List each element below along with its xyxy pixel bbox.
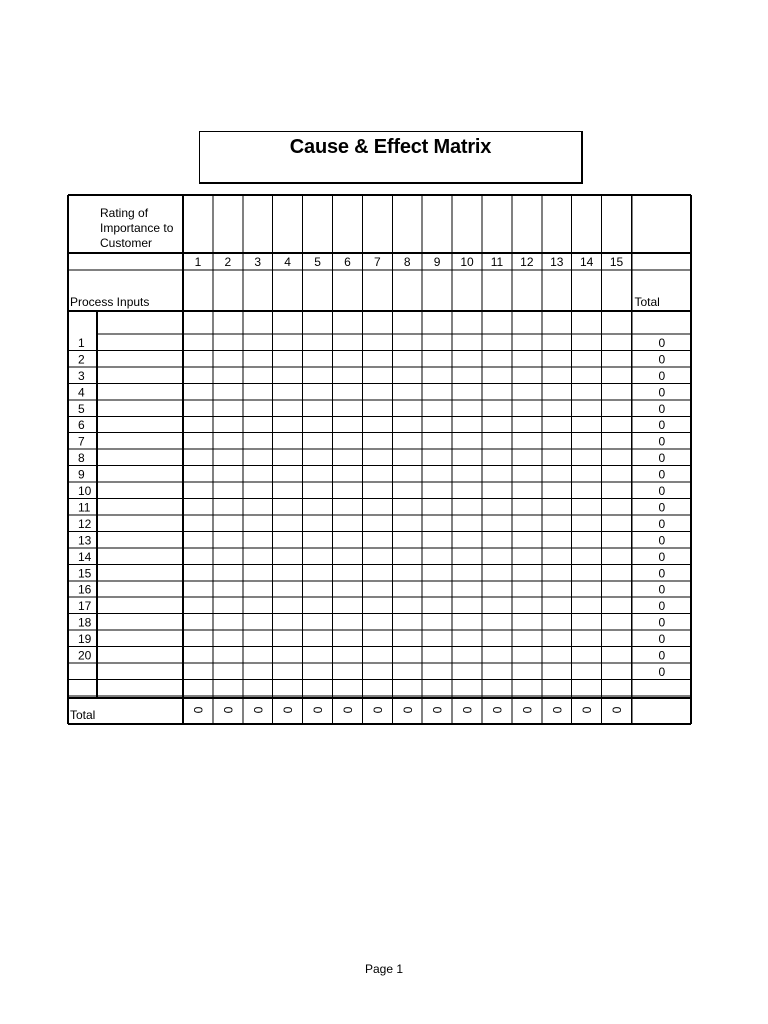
row-number: 14 <box>78 549 92 564</box>
row-number: 1 <box>78 335 85 350</box>
rating-label-line: Importance to <box>100 221 174 235</box>
row-total-value: 0 <box>658 500 666 515</box>
output-column-number: 8 <box>403 255 411 269</box>
grid-text <box>70 206 666 722</box>
column-total-value: 0 <box>190 706 205 714</box>
row-total-value: 0 <box>658 566 666 581</box>
row-number: 4 <box>78 385 85 400</box>
output-column-number: 14 <box>579 255 594 269</box>
process-inputs-label: Process Inputs <box>70 295 150 309</box>
output-column-number: 2 <box>224 255 232 269</box>
row-number: 5 <box>78 401 85 416</box>
row-total-value: 0 <box>658 368 666 383</box>
title-box <box>199 131 583 184</box>
output-column-number: 11 <box>490 255 504 269</box>
column-total-value: 0 <box>430 706 445 714</box>
row-total-value: 0 <box>658 582 666 597</box>
row-total-value: 0 <box>658 335 666 350</box>
row-number: 2 <box>78 352 85 367</box>
row-number: 18 <box>78 615 92 630</box>
column-total-value: 0 <box>609 706 624 714</box>
column-total-value: 0 <box>400 706 415 714</box>
column-total-value: 0 <box>340 706 355 714</box>
row-total-value: 0 <box>658 352 666 367</box>
column-total-value: 0 <box>280 706 295 714</box>
output-column-number: 13 <box>550 255 564 269</box>
total-column-label: Total <box>634 295 660 309</box>
page-title: Cause & Effect Matrix <box>289 136 492 158</box>
row-total-value: 0 <box>658 418 666 433</box>
column-total-value: 0 <box>250 706 265 714</box>
column-total-value: 0 <box>519 706 534 714</box>
row-number: 13 <box>78 533 92 548</box>
output-column-number: 7 <box>374 255 381 269</box>
row-total-value: 0 <box>658 467 666 482</box>
column-total-value: 0 <box>220 706 235 714</box>
output-column-number: 12 <box>520 255 534 269</box>
row-total-value: 0 <box>658 484 666 498</box>
row-total-value: 0 <box>658 385 666 400</box>
column-total-value: 0 <box>460 706 475 714</box>
row-number: 3 <box>78 368 85 383</box>
row-total-value: 0 <box>658 599 666 614</box>
column-total-value: 0 <box>310 706 325 714</box>
rating-label-line: Rating of <box>100 206 149 220</box>
row-total-value: 0 <box>658 401 666 416</box>
output-column-number: 1 <box>194 255 202 269</box>
row-number: 15 <box>78 566 92 581</box>
row-number: 19 <box>78 632 92 647</box>
grid-lines <box>68 195 691 724</box>
rating-label-line: Customer <box>100 236 153 250</box>
total-row-label: Total <box>70 708 96 722</box>
output-column-number: 6 <box>344 255 351 269</box>
output-column-number: 3 <box>254 255 262 269</box>
output-column-number: 5 <box>314 255 321 269</box>
row-number: 10 <box>78 484 92 498</box>
row-total-value: 0 <box>658 632 666 647</box>
output-column-number: 15 <box>609 255 624 269</box>
row-total-value: 0 <box>658 549 666 564</box>
output-column-number: 9 <box>433 255 441 269</box>
column-total-value: 0 <box>579 706 594 714</box>
row-total-value: 0 <box>658 434 666 449</box>
column-total-value: 0 <box>489 706 504 714</box>
row-number: 16 <box>78 582 92 597</box>
column-total-value: 0 <box>549 706 564 714</box>
row-total-value: 0 <box>658 533 666 548</box>
row-number: 7 <box>78 434 85 449</box>
column-total-value: 0 <box>370 706 385 714</box>
row-number: 12 <box>78 516 92 531</box>
row-total-value: 0 <box>658 451 666 466</box>
cause-effect-matrix-table <box>67 194 692 726</box>
row-number: 9 <box>78 467 85 482</box>
row-total-value: 0 <box>658 516 666 531</box>
row-total-value: 0 <box>658 664 666 679</box>
row-number: 8 <box>78 451 85 466</box>
row-number: 17 <box>78 599 92 614</box>
row-number: 11 <box>78 500 91 515</box>
row-number: 20 <box>78 648 92 663</box>
page-footer: Page 1 <box>364 962 404 976</box>
row-total-value: 0 <box>658 615 666 630</box>
output-column-number: 4 <box>284 255 291 269</box>
output-column-number: 10 <box>460 255 474 269</box>
row-number: 6 <box>78 418 85 433</box>
row-total-value: 0 <box>658 648 666 663</box>
